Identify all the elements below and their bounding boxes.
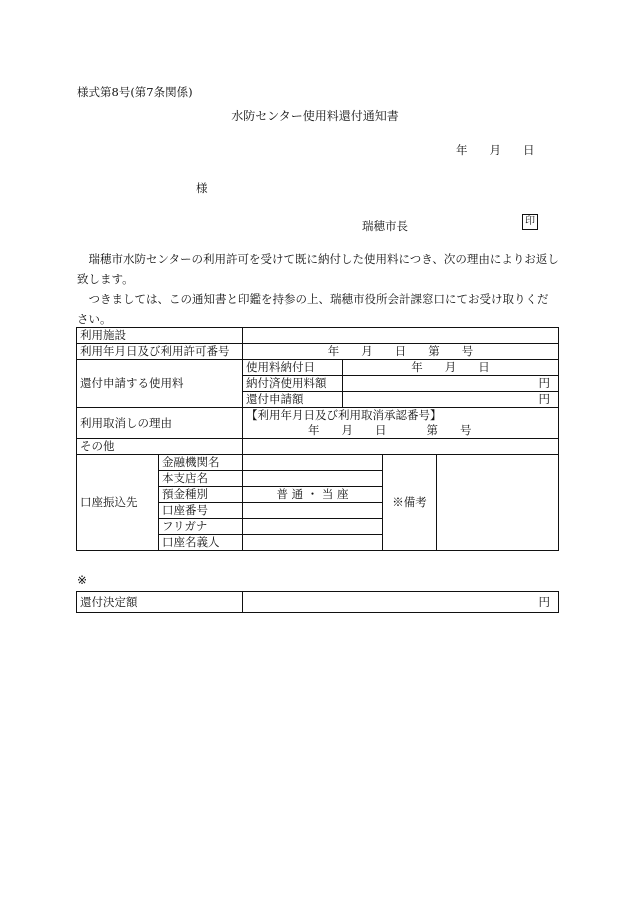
body-paragraph-1: 瑞穂市水防センターの利用許可を受けて既に納付した使用料につき、次の理由によりお返し致します。 [77, 252, 559, 286]
value-refund-request-amount: 円 [343, 392, 559, 408]
label-paid-amount: 納付済使用料額 [243, 376, 343, 392]
value-paid-amount: 円 [343, 376, 559, 392]
date-year: 年 [456, 143, 468, 157]
label-furigana: フリガナ [159, 519, 243, 535]
label-account-number: 口座番号 [159, 503, 243, 519]
value-account-holder [243, 535, 383, 551]
label-branch-name: 本支店名 [159, 471, 243, 487]
seal-mark: 印 [522, 214, 538, 230]
value-furigana [243, 519, 383, 535]
form-number: 様式第8号(第7条関係) [77, 85, 193, 99]
label-refund-fee: 還付申請する使用料 [77, 360, 243, 408]
label-facility: 利用施設 [77, 328, 243, 344]
issue-date [456, 142, 535, 158]
value-facility [243, 328, 559, 344]
value-refund-decided: 円 [243, 592, 559, 613]
label-refund-request-amount: 還付申請額 [243, 392, 343, 408]
refund-decision-table [76, 591, 559, 613]
body-paragraph-2: つきましては、この通知書と印鑑を持参の上、瑞穂市役所会計課窓口にてお受け取りください。 [77, 292, 549, 326]
issuer-name: 瑞穂市長 [362, 219, 408, 233]
refund-details-table [76, 327, 559, 551]
cancel-approval-date-no: 年 月 日 第 号 [308, 423, 472, 437]
value-cancel-reason [243, 408, 559, 439]
label-permit-date-no: 利用年月日及び利用許可番号 [77, 344, 243, 360]
value-deposit-type: 普 通 ・ 当 座 [243, 487, 383, 503]
label-bank-transfer: 口座振込先 [77, 455, 159, 551]
date-day: 日 [523, 143, 535, 157]
value-remarks [437, 455, 559, 551]
document-title: 水防センター使用料還付通知書 [231, 109, 399, 123]
cancel-approval-note: 【利用年月日及び利用取消承認番号】 [246, 408, 442, 422]
label-account-holder: 口座名義人 [159, 535, 243, 551]
value-branch-name [243, 471, 383, 487]
label-other: その他 [77, 439, 243, 455]
label-remarks: ※備考 [383, 455, 437, 551]
value-permit-date-no: 年 月 日 第 号 [243, 344, 559, 360]
value-account-number [243, 503, 383, 519]
label-fee-paid-date: 使用料納付日 [243, 360, 343, 376]
date-month: 月 [489, 143, 501, 157]
label-cancel-reason: 利用取消しの理由 [77, 408, 243, 439]
label-bank-name: 金融機関名 [159, 455, 243, 471]
value-other [243, 439, 559, 455]
value-bank-name [243, 455, 383, 471]
label-refund-decided: 還付決定額 [77, 592, 243, 613]
value-fee-paid-date: 年 月 日 [343, 360, 559, 376]
office-use-mark: ※ [77, 573, 88, 587]
label-deposit-type: 預金種別 [159, 487, 243, 503]
addressee-suffix: 様 [196, 181, 208, 195]
